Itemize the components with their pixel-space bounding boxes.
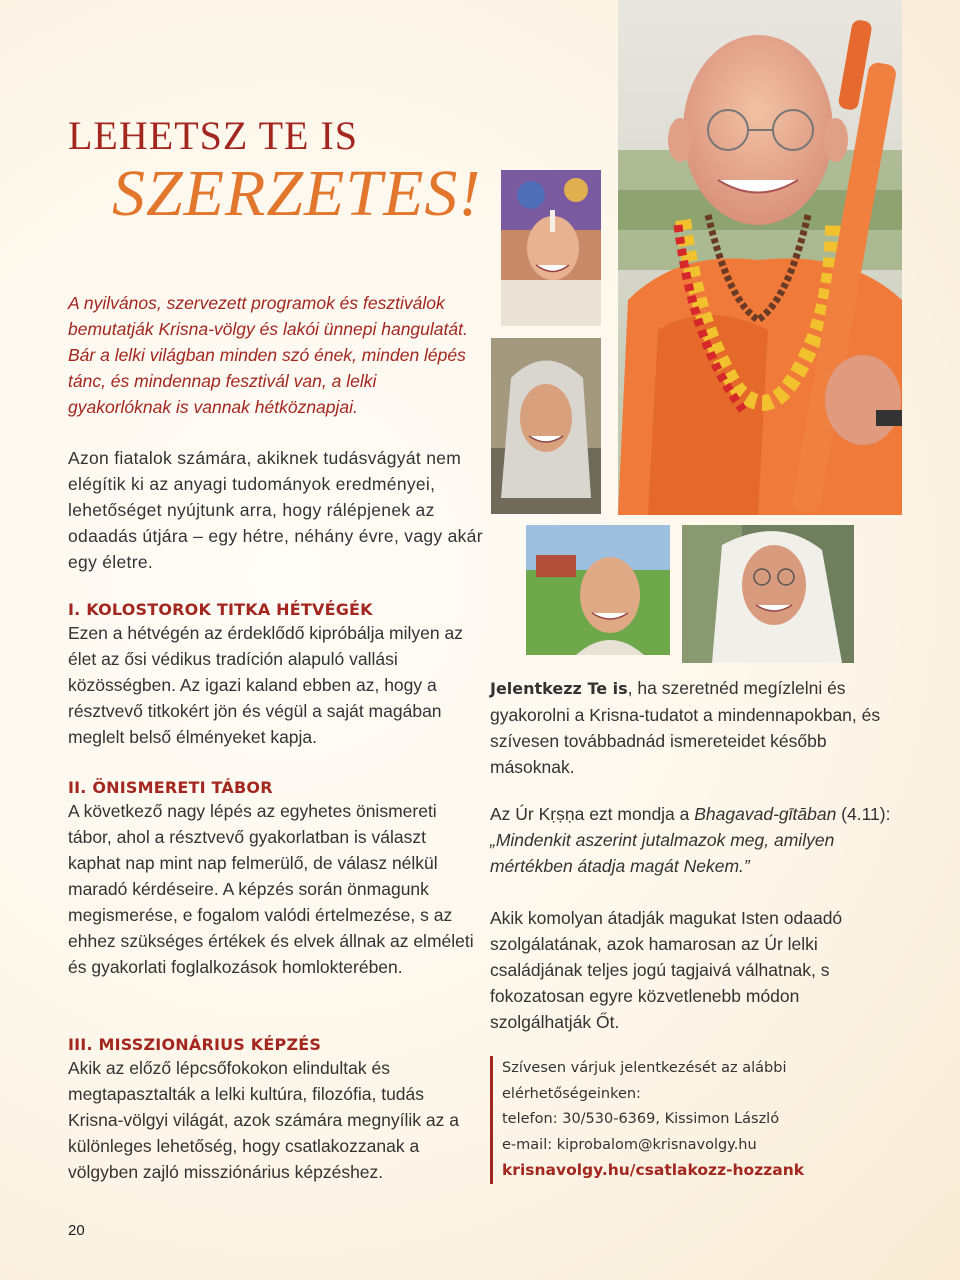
section-heading: III. MISSZIONÁRIUS KÉPZÉS bbox=[68, 1035, 322, 1054]
quote-text: „Mindenkit aszerint jutalmazok meg, amilyen mértékben átadja magát Nekem.” bbox=[490, 830, 835, 876]
devotee-photo-3 bbox=[526, 525, 670, 655]
section-body: A következő nagy lépés az egyhetes önismereti tábor, ahol a résztvevő gyakorlatban is választ kaphat nap mint nap felmerülő, de válasz nélkül maradó kérdéseire. A képzés során önmagunk megismerése, e fogalom valódi értelmezése, s az ehhez szükséges értékek és elvek állnak az elméleti és gyakorlati foglalkozások homlokterében. bbox=[68, 801, 474, 977]
quote-book: Bhagavad-gītāban bbox=[694, 804, 837, 824]
closing-paragraph: Akik komolyan átadják magukat Isten odaadó szolgálatának, azok hamarosan az Úr lelki családjának teljes jogú tagjaivá válhatnak, s fokozatosan egyre közvetlenebb módon szolgálhatják Őt. bbox=[490, 908, 843, 1032]
section-camp bbox=[68, 778, 478, 980]
quote-ref: (4.11): bbox=[836, 804, 891, 824]
join-paragraph bbox=[490, 675, 900, 780]
contact-email[interactable]: e-mail: kiprobalom@krisnavolgy.hu bbox=[502, 1136, 757, 1153]
section-body: Akik az előző lépcsőfokokon elindultak és megtapasztalták a lelki kultúra, filozófia, tudás Krisna-völgyi világát, azok számára megnyílik az a különleges lehetőség, hogy csatlakozzanak a völgyben zajló missziónárius képzéshez. bbox=[68, 1058, 459, 1182]
section-heading: II. ÖNISMERETI TÁBOR bbox=[68, 778, 273, 797]
contact-link[interactable]: krisnavolgy.hu/csatlakozz-hozzank bbox=[502, 1161, 805, 1179]
contact-phone[interactable]: telefon: 30/530-6369, Kissimon László bbox=[502, 1111, 780, 1127]
section-weekend bbox=[68, 600, 478, 750]
audience-paragraph: Azon fiatalok számára, akiknek tudásvágyát nem elégítik ki az anyagi tudományok eredményei, lehetőséget nyújtunk arra, hogy rálépjenek az odaadás útjára – egy hétre, néhány évre, vagy akár egy életre. bbox=[68, 448, 483, 572]
join-bold: Jelentkezz Te is bbox=[490, 679, 628, 698]
quote-paragraph bbox=[490, 801, 900, 879]
section-body: Ezen a hétvégén az érdeklődő kipróbálja milyen az élet az ősi védikus tradíción alapuló vallási közösségben. Az igazi kaland ebben az, hogy a résztvevő titkokért jön és végül a saját magában meglelt belső élményeket kapja. bbox=[68, 623, 463, 747]
devotee-photo-1 bbox=[501, 170, 601, 326]
section-heading: I. KOLOSTOROK TITKA HÉTVÉGÉK bbox=[68, 600, 373, 619]
section-missionary bbox=[68, 1035, 478, 1185]
page-title-line2: SZERZETES! bbox=[112, 157, 482, 230]
intro-paragraph: A nyilvános, szervezett programok és fesztiválok bemutatják Krisna-völgy és lakói ünnepi hangulatát. Bár a lelki világban minden szó ének, minden lépés tánc, és mindennap fesztivál van, a lelki gyakorlóknak is vannak hétköznapjai. bbox=[68, 293, 468, 417]
contact-intro: Szívesen várjuk jelentkezését az alábbi elérhetőségeinken: bbox=[502, 1060, 787, 1102]
page-title-line1: LEHETSZ TE IS bbox=[68, 113, 359, 158]
devotee-photo-2 bbox=[491, 338, 601, 514]
monk-photo bbox=[618, 0, 902, 515]
join-rest: , ha szeretnéd megízlelni és gyakorolni a Krisna-tudatot a mindennapokban, és szívesen továbbadnád ismereteidet később másoknak. bbox=[490, 678, 881, 777]
page-number: 20 bbox=[68, 1222, 85, 1239]
contact-box bbox=[490, 1056, 902, 1184]
quote-intro: Az Úr Kṛṣṇa ezt mondja a bbox=[490, 804, 695, 824]
devotee-photo-4 bbox=[682, 525, 854, 663]
